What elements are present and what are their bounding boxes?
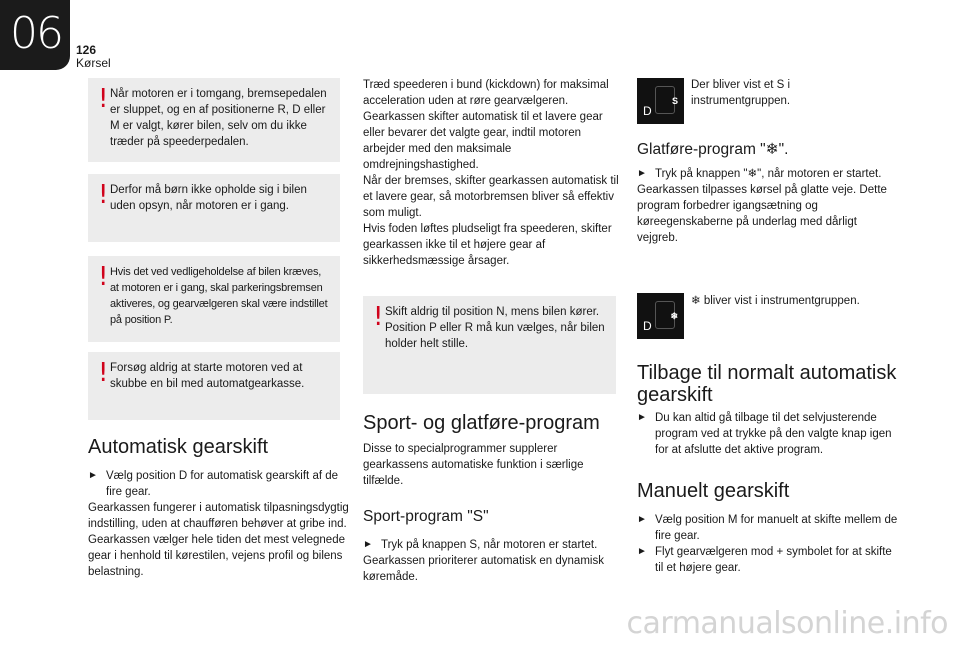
heading-return-normal: Tilbage til normalt automatisk gearskift xyxy=(637,362,897,406)
paragraph: Disse to specialprogrammer supplerer gearkassens automatiske funktion i særlige tilfælde. xyxy=(363,443,584,487)
sport-indicator-text: Der bliver vist et S i instrumentgruppen. xyxy=(691,79,791,107)
warning-box xyxy=(88,352,340,420)
bullet-text: Tryk på knappen "❄", når motoren er startet. xyxy=(655,168,882,180)
arrow-icon: ► xyxy=(637,168,647,179)
paragraph: Gearkassen prioriterer automatisk en dynamisk køremåde. xyxy=(363,555,604,583)
warning-icon: ! xyxy=(98,180,109,210)
bullet-text: Tryk på knappen S, når motoren er startet. xyxy=(381,539,598,551)
gear-indicator: D xyxy=(643,104,652,118)
subheading-sport: Sport-program "S" xyxy=(363,508,489,525)
instrument-cluster-sport xyxy=(637,78,684,124)
bullet-item xyxy=(637,512,899,544)
bullet-item xyxy=(363,537,623,553)
mode-indicator: ❄ xyxy=(670,311,678,321)
section-title: Kørsel xyxy=(76,56,111,70)
subheading-snow: Glatføre-program "❄". xyxy=(637,141,789,158)
paragraph: Gearkassen tilpasses kørsel på glatte veje. Dette program forbedrer igangsætning og køreegenskaberne på underlag med dårligt vejgreb. xyxy=(637,184,887,244)
warning-box xyxy=(363,296,616,394)
warning-box xyxy=(88,78,340,162)
warning-text: Derfor må børn ikke opholde sig i bilen uden opsyn, når motoren er i gang. xyxy=(110,184,307,212)
arrow-icon: ► xyxy=(88,470,98,481)
mode-indicator: S xyxy=(671,96,678,106)
arrow-icon: ► xyxy=(637,412,647,423)
warning-text: Hvis det ved vedligeholdelse af bilen kræves, at motoren er i gang, skal parkeringsbremsen aktiveres, og gearvælgeren skal være indstillet på position P. xyxy=(110,266,328,326)
instrument-cluster-snow xyxy=(637,293,684,339)
bullet-item xyxy=(637,166,907,182)
heading-automatic: Automatisk gearskift xyxy=(88,436,269,458)
watermark: carmanualsonline.info xyxy=(626,606,948,641)
warning-icon: ! xyxy=(98,358,109,388)
paragraph: Hvis foden løftes pludseligt fra speederen, skifter gearkassen ikke til et højere gear af sikkerhedsmæssige årsager. xyxy=(363,223,612,267)
warning-icon: ! xyxy=(98,262,109,292)
arrow-icon: ► xyxy=(363,539,373,550)
warning-text: Når motoren er i tomgang, bremsepedalen er sluppet, og en af positionerne R, D eller M er valgt, kører bilen, selv om du ikke træder på speederpedalen. xyxy=(110,88,327,148)
bullet-text: Du kan altid gå tilbage til det selvjusterende program ved at trykke på den valgte knap igen for at afslutte det aktive program. xyxy=(655,412,892,456)
heading-manual: Manuelt gearskift xyxy=(637,480,790,502)
snow-indicator-text: ❄ bliver vist i instrumentgruppen. xyxy=(691,295,860,307)
bullet-item xyxy=(88,468,348,500)
warning-text: Skift aldrig til position N, mens bilen kører. Position P eller R må kun vælges, når bilen holder helt stille. xyxy=(385,306,605,350)
heading-sport-snow: Sport- og glatføre-program xyxy=(363,412,600,434)
bullet-text: Vælg position D for automatisk gearskift af de fire gear. xyxy=(106,470,339,498)
warning-box xyxy=(88,174,340,242)
bullet-text: Vælg position M for manuelt at skifte mellem de fire gear. xyxy=(655,514,898,542)
kickdown-text xyxy=(363,77,621,269)
paragraph: Når der bremses, skifter gearkassen automatisk til et lavere gear, så motorbremsen bliver så effektiv som muligt. xyxy=(363,175,619,219)
chapter-tab xyxy=(0,0,70,70)
warning-text: Forsøg aldrig at starte motoren ved at skubbe en bil med automatgearkasse. xyxy=(110,362,305,390)
paragraph: Træd speederen i bund (kickdown) for maksimal acceleration uden at røre gearvælgeren. Gearkassen skifter automatisk til et lavere gear eller bevarer det valgte gear, indtil motoren arbejder med den maksimale omdrejningshastighed. xyxy=(363,79,609,171)
warning-icon: ! xyxy=(98,84,109,114)
page-number: 126 xyxy=(76,43,97,57)
arrow-icon: ► xyxy=(637,514,647,525)
arrow-icon: ► xyxy=(637,546,647,557)
bullet-item xyxy=(637,544,899,576)
warning-icon: ! xyxy=(373,302,384,332)
warning-box xyxy=(88,256,340,342)
bullet-item xyxy=(637,410,899,458)
gear-indicator: D xyxy=(643,319,652,333)
chapter-number: 06 xyxy=(10,8,62,59)
paragraph: Gearkassen fungerer i automatisk tilpasningsdygtig indstilling, uden at chaufføren behøver at gribe ind. Gearkassen vælger hele tiden det mest velegnede gear i henhold til kørestilen, vejens profil og bilens belastning. xyxy=(88,502,349,578)
bullet-text: Flyt gearvælgeren mod + symbolet for at skifte til et højere gear. xyxy=(655,546,892,574)
